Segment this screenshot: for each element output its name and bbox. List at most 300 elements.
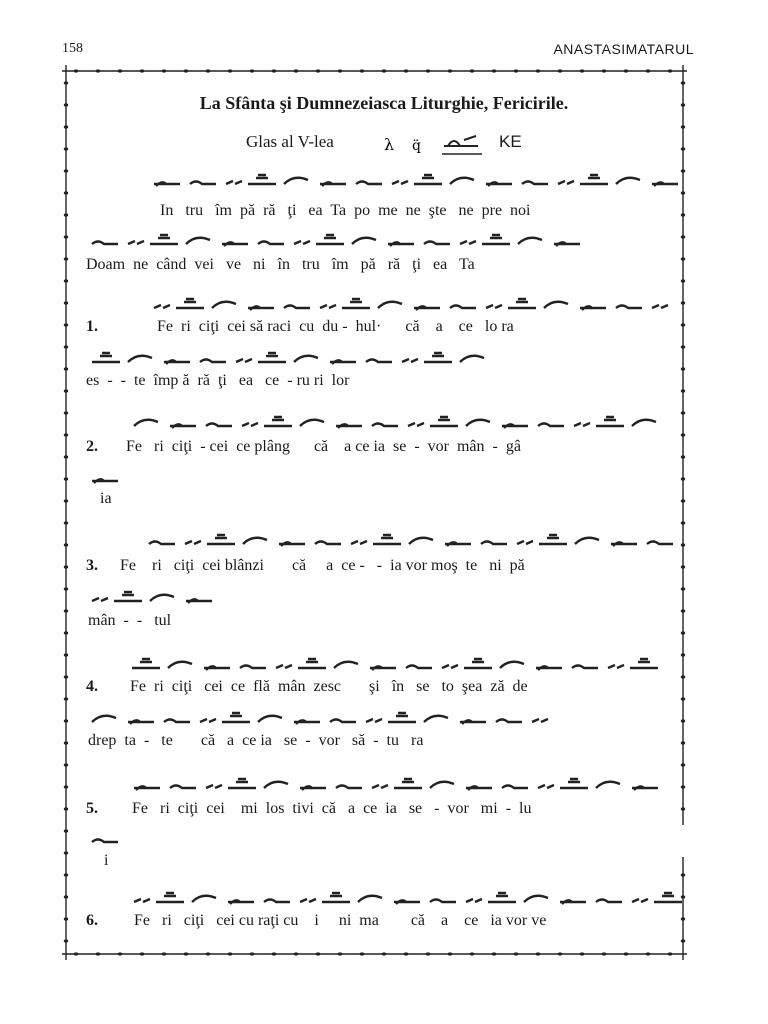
- frame-ornament: [681, 367, 685, 370]
- frame-ornament: [294, 952, 298, 955]
- neume-glyph: [212, 302, 236, 308]
- frame-ornament: [681, 213, 685, 216]
- neume-glyph: [243, 538, 267, 544]
- frame-ornament: [64, 147, 68, 150]
- frame-ornament: [580, 69, 584, 72]
- neume-glyph: [500, 662, 524, 668]
- neume-glyph: [409, 538, 433, 544]
- neume-glyph: [536, 666, 562, 670]
- neume-glyph: [654, 893, 682, 902]
- neume-glyph: [394, 779, 422, 788]
- frame-ornament: [681, 697, 685, 700]
- neume-glyph: [154, 182, 180, 186]
- neume-glyph: [580, 306, 606, 310]
- frame-ornament: [681, 741, 685, 744]
- neume-glyph: [430, 782, 454, 788]
- intro-line-2: Doam ne când vei ve ni în tru îm pă ră ţi ea Ta: [86, 256, 475, 273]
- neume-glyph: [388, 713, 416, 722]
- neume-glyph: [258, 353, 286, 362]
- frame-ornament: [206, 69, 210, 72]
- frame-ornament: [162, 952, 166, 955]
- frame-ornament: [360, 69, 364, 72]
- neume-glyph: [574, 423, 590, 426]
- frame-ornament: [681, 873, 685, 876]
- neume-glyph: [611, 542, 637, 546]
- neume-glyph: [284, 178, 308, 184]
- frame-ornament: [206, 952, 210, 955]
- neume-glyph: [258, 242, 284, 245]
- neume-glyph: [330, 360, 356, 364]
- frame-ornament: [64, 455, 68, 458]
- frame-ornament: [64, 763, 68, 766]
- frame-ornament: [294, 69, 298, 72]
- verse-5-line-2: i: [104, 852, 109, 869]
- neume-glyph: [414, 175, 442, 184]
- neume-glyph: [424, 716, 448, 722]
- frame-ornament: [338, 952, 342, 955]
- frame-ornament: [681, 323, 685, 326]
- frame-ornament: [316, 952, 320, 955]
- frame-ornament: [681, 939, 685, 942]
- frame-ornament: [514, 952, 518, 955]
- intro-line-1: In tru îm pă ră ţi ea Ta po me ne şte ne pre noi: [160, 202, 531, 219]
- neume-glyph: [248, 306, 274, 310]
- neume-glyph: [300, 899, 316, 902]
- frame-ornament: [272, 69, 276, 72]
- frame-ornament: [681, 499, 685, 502]
- neume-glyph: [370, 666, 396, 670]
- frame-ornament: [64, 367, 68, 370]
- neume-glyph: [580, 175, 608, 184]
- neume-glyph: [496, 720, 522, 723]
- frame-ornament: [404, 952, 408, 955]
- neume-glyph: [336, 786, 362, 789]
- frame-ornament: [558, 69, 562, 72]
- neume-glyph: [502, 786, 528, 789]
- neume-glyph: [222, 242, 248, 246]
- frame-ornament: [228, 69, 232, 72]
- neume-glyph: [342, 299, 370, 308]
- neume-glyph: [190, 182, 216, 185]
- neume-glyph: [575, 538, 599, 544]
- neume-glyph: [632, 899, 648, 902]
- frame-ornament: [64, 939, 68, 942]
- neume-glyph: [508, 299, 536, 308]
- frame-ornament: [681, 125, 685, 128]
- neume-glyph: [366, 719, 382, 722]
- neume-glyph: [298, 659, 326, 668]
- neume-glyph: [92, 242, 118, 245]
- frame-ornament: [492, 69, 496, 72]
- neume-row: [130, 772, 685, 800]
- frame-ornament: [118, 69, 122, 72]
- verse-number-6: 6.: [86, 912, 98, 929]
- frame-ornament: [250, 69, 254, 72]
- verse-1-line-2: es - - te împ ă ră ţi ea ce - ru ri lor: [86, 372, 350, 389]
- neume-glyph: [164, 720, 190, 723]
- neume-glyph: [164, 360, 190, 364]
- neume-glyph: [460, 720, 486, 724]
- neume-glyph: [294, 720, 320, 724]
- neume-glyph: [284, 306, 310, 309]
- neume-glyph: [486, 182, 512, 186]
- neume-glyph: [192, 896, 216, 902]
- neume-row: [150, 292, 685, 320]
- neume-glyph: [392, 181, 408, 184]
- frame-ornament: [681, 235, 685, 238]
- tone-signature-neumes: [382, 132, 497, 167]
- neume-glyph: [608, 665, 624, 668]
- neume-glyph: [351, 541, 367, 544]
- neume-glyph: [647, 542, 673, 545]
- neume-glyph: [517, 541, 533, 544]
- neume-glyph: [402, 359, 418, 362]
- neume-glyph: [170, 786, 196, 789]
- neume-row: [145, 528, 685, 556]
- frame-ornament: [646, 69, 650, 72]
- frame-ornament: [681, 807, 685, 810]
- neume-glyph: [378, 302, 402, 308]
- neume-glyph: [258, 716, 282, 722]
- frame-ornament: [64, 169, 68, 172]
- verse-number-2: 2.: [86, 438, 98, 455]
- tone-label: Glas al V-lea: [246, 132, 334, 151]
- neume-glyph: [128, 720, 154, 724]
- neume-glyph: [128, 356, 152, 362]
- neume-glyph: [424, 242, 450, 245]
- neume-glyph: [279, 542, 305, 546]
- neume-glyph: [150, 235, 178, 244]
- neume-glyph: [114, 592, 142, 601]
- frame-ornament: [492, 952, 496, 955]
- verse-6-line-1: Fe ri ciţi cei cu raţi cu i ni ma că a ce ia vor ve: [134, 912, 547, 929]
- neume-glyph: [154, 305, 170, 308]
- neume-glyph: [554, 242, 580, 246]
- verse-number-4: 4.: [86, 678, 98, 695]
- neume-glyph: [482, 235, 510, 244]
- neume-glyph: [200, 719, 216, 722]
- neume-glyph: [300, 420, 324, 426]
- neume-glyph: [92, 479, 118, 483]
- neume-glyph: [330, 720, 356, 723]
- neume-glyph: [358, 896, 382, 902]
- frame-ornament: [140, 69, 144, 72]
- frame-ornament: [624, 69, 628, 72]
- neume-row: [88, 826, 145, 854]
- frame-ornament: [404, 69, 408, 72]
- frame-ornament: [64, 609, 68, 612]
- frame-ornament: [681, 521, 685, 524]
- neume-glyph: [92, 840, 118, 843]
- frame-ornament: [681, 147, 685, 150]
- neume-glyph: [315, 542, 341, 545]
- neume-glyph: [424, 353, 452, 362]
- frame-ornament: [470, 69, 474, 72]
- frame-ornament: [681, 279, 685, 282]
- neume-glyph: [460, 241, 476, 244]
- neume-glyph: [240, 666, 266, 669]
- neume-glyph: [320, 182, 346, 186]
- frame-ornament: [536, 952, 540, 955]
- frame-ornament: [64, 125, 68, 128]
- frame-ornament: [64, 257, 68, 260]
- frame-ornament: [64, 873, 68, 876]
- neume-glyph: [522, 182, 548, 185]
- frame-ornament: [681, 455, 685, 458]
- frame-ornament: [681, 631, 685, 634]
- neume-glyph: [652, 305, 668, 308]
- frame-ornament: [250, 952, 254, 955]
- neume-glyph: [538, 785, 554, 788]
- frame-ornament: [580, 952, 584, 955]
- frame-ornament: [64, 521, 68, 524]
- neume-glyph: [276, 665, 292, 668]
- neume-glyph: [560, 779, 588, 788]
- neume-glyph: [128, 241, 144, 244]
- neume-row: [130, 410, 685, 438]
- neume-glyph: [134, 899, 150, 902]
- verse-3-line-1: Fe ri ciţi cei blânzi că a ce - - ia vor moş te ni pă: [120, 557, 525, 574]
- frame-ornament: [64, 323, 68, 326]
- verse-2-line-2: ia: [100, 490, 112, 507]
- svg-text:λ: λ: [384, 135, 395, 154]
- neume-row: [150, 168, 685, 196]
- frame-ornament: [272, 952, 276, 955]
- neume-glyph: [460, 356, 484, 362]
- frame-ornament: [64, 235, 68, 238]
- neume-glyph: [430, 900, 456, 903]
- frame-ornament: [96, 952, 100, 955]
- frame-ornament: [64, 389, 68, 392]
- neume-glyph: [206, 424, 232, 427]
- frame-ornament: [681, 609, 685, 612]
- frame-ornament: [448, 69, 452, 72]
- frame-ornament: [681, 719, 685, 722]
- verse-number-5: 5.: [86, 800, 98, 817]
- frame-ornament: [64, 191, 68, 194]
- neume-glyph: [414, 306, 440, 310]
- neume-glyph: [264, 900, 290, 903]
- tone-key: KE: [499, 132, 522, 151]
- frame-ornament: [316, 69, 320, 72]
- neume-glyph: [226, 181, 242, 184]
- frame-ornament: [64, 829, 68, 832]
- frame-ornament: [228, 952, 232, 955]
- frame-ornament: [64, 675, 68, 678]
- frame-ornament: [64, 697, 68, 700]
- frame-ornament: [64, 345, 68, 348]
- neume-glyph: [92, 598, 108, 601]
- neume-glyph: [632, 786, 658, 790]
- neume-row: [88, 465, 140, 493]
- frame-ornament: [64, 653, 68, 656]
- frame-ornament: [470, 952, 474, 955]
- neume-glyph: [408, 423, 424, 426]
- frame-ornament: [64, 719, 68, 722]
- frame-ornament: [360, 952, 364, 955]
- neume-glyph: [248, 175, 276, 184]
- neume-glyph: [466, 420, 490, 426]
- frame-ornament: [64, 565, 68, 568]
- frame-ornament: [448, 952, 452, 955]
- frame-ornament: [64, 917, 68, 920]
- frame-ornament: [624, 952, 628, 955]
- neume-row: [88, 346, 520, 374]
- neume-glyph: [316, 235, 344, 244]
- book-title: ANASTASIMATARUL: [553, 41, 694, 57]
- frame-ornament: [140, 952, 144, 955]
- frame-ornament: [64, 807, 68, 810]
- neume-glyph: [488, 893, 516, 902]
- neume-row: [88, 228, 620, 256]
- frame-ornament: [681, 389, 685, 392]
- frame-ornament: [162, 69, 166, 72]
- verse-5-line-1: Fe ri ciţi cei mi los tivi că a ce ia se - vor mi - lu: [132, 800, 532, 817]
- frame-ornament: [558, 952, 562, 955]
- verse-4-line-1: Fe ri ciţi cei ce flă mân zesc şi în se to şea ză de: [130, 678, 528, 695]
- neume-glyph: [352, 238, 376, 244]
- neume-glyph: [264, 782, 288, 788]
- frame-ornament: [426, 952, 430, 955]
- neume-glyph: [372, 785, 388, 788]
- frame-ornament: [118, 952, 122, 955]
- neume-glyph: [170, 424, 196, 428]
- neume-glyph: [150, 595, 174, 601]
- neume-glyph: [632, 420, 656, 426]
- neume-glyph: [532, 719, 548, 722]
- neume-glyph: [156, 893, 184, 902]
- frame-ornament: [602, 952, 606, 955]
- neume-glyph: [518, 238, 542, 244]
- neume-row: [88, 706, 580, 734]
- frame-ornament: [681, 477, 685, 480]
- frame-ornament: [64, 477, 68, 480]
- frame-ornament: [64, 895, 68, 898]
- neume-glyph: [92, 353, 120, 362]
- neume-glyph: [92, 716, 116, 722]
- frame-ornament: [64, 631, 68, 634]
- frame-ornament: [184, 952, 188, 955]
- frame-ornament: [96, 69, 100, 72]
- neume-glyph: [466, 899, 482, 902]
- page-number: 158: [62, 41, 83, 56]
- neume-row: [88, 585, 230, 613]
- frame-ornament: [64, 851, 68, 854]
- neume-glyph: [149, 542, 175, 545]
- neume-glyph: [544, 302, 568, 308]
- neume-row: [128, 652, 685, 680]
- neume-glyph: [442, 665, 458, 668]
- neume-glyph: [242, 423, 258, 426]
- frame-ornament: [64, 213, 68, 216]
- frame-ornament: [64, 301, 68, 304]
- neume-glyph: [502, 424, 528, 428]
- frame-ornament: [74, 952, 78, 955]
- verse-3-line-2: mân - - tul: [88, 612, 172, 629]
- neume-glyph: [294, 356, 318, 362]
- neume-glyph: [132, 659, 160, 668]
- neume-glyph: [372, 424, 398, 427]
- neume-glyph: [294, 241, 310, 244]
- verse-1-line-1: Fe ri ciţi cei să raci cu du - hul· că a ce lo ra: [157, 318, 514, 335]
- neume-glyph: [524, 896, 548, 902]
- verse-4-line-2: drep ta - te că a ce ia se - vor să - tu ra: [88, 732, 424, 749]
- neume-glyph: [630, 659, 658, 668]
- page-frame: [62, 65, 687, 960]
- neume-glyph: [176, 299, 204, 308]
- frame-ornament: [681, 257, 685, 260]
- hymn-title: La Sfânta şi Dumnezeiasca Liturghie, Fericirile.: [199, 93, 569, 113]
- neume-glyph: [445, 542, 471, 546]
- neume-glyph: [186, 238, 210, 244]
- neume-glyph: [596, 782, 620, 788]
- frame-ornament: [64, 543, 68, 546]
- frame-ornament: [681, 917, 685, 920]
- neume-glyph: [450, 306, 476, 309]
- neume-glyph: [394, 900, 420, 904]
- frame-ornament: [64, 411, 68, 414]
- neume-glyph: [538, 424, 564, 427]
- neume-glyph: [228, 900, 254, 904]
- frame-ornament: [668, 952, 672, 955]
- neume-glyph: [558, 181, 574, 184]
- neume-glyph: [334, 662, 358, 668]
- frame-ornament: [426, 69, 430, 72]
- neume-glyph: [336, 424, 362, 428]
- neume-glyph: [322, 893, 350, 902]
- frame-ornament: [681, 763, 685, 766]
- neume-glyph: [320, 305, 336, 308]
- neume-row: [130, 886, 685, 914]
- frame-ornament: [64, 81, 68, 84]
- frame-ornament: [681, 565, 685, 568]
- neume-glyph: [388, 242, 414, 246]
- neume-glyph: [356, 182, 382, 185]
- neume-glyph: [466, 786, 492, 790]
- frame-ornament: [646, 952, 650, 955]
- frame-ornament: [64, 587, 68, 590]
- neume-glyph: [616, 306, 642, 309]
- verse-2-line-1: Fe ri ciţi - cei ce plâng că a ce ia se - vor mân - gâ: [126, 438, 521, 455]
- neume-glyph: [186, 599, 212, 603]
- frame-ornament: [382, 69, 386, 72]
- neume-glyph: [572, 666, 598, 669]
- frame-ornament: [668, 69, 672, 72]
- neume-glyph: [207, 535, 235, 544]
- neume-glyph: [185, 541, 201, 544]
- neume-glyph: [481, 542, 507, 545]
- neume-glyph: [464, 659, 492, 668]
- verse-number-3: 3.: [86, 557, 98, 574]
- neume-glyph: [264, 417, 292, 426]
- verse-number-1: 1.: [86, 318, 98, 335]
- frame-ornament: [64, 741, 68, 744]
- neume-glyph: [206, 785, 222, 788]
- neume-glyph: [596, 417, 624, 426]
- neume-glyph: [300, 786, 326, 790]
- neume-glyph: [539, 535, 567, 544]
- neume-glyph: [200, 360, 226, 363]
- neume-glyph: [168, 662, 192, 668]
- neume-glyph: [134, 420, 158, 426]
- neume-glyph: [236, 359, 252, 362]
- neume-glyph: [134, 786, 160, 790]
- neume-glyph: [366, 360, 392, 363]
- frame-ornament: [338, 69, 342, 72]
- frame-ornament: [64, 279, 68, 282]
- neume-glyph: [228, 779, 256, 788]
- frame-ornament: [681, 345, 685, 348]
